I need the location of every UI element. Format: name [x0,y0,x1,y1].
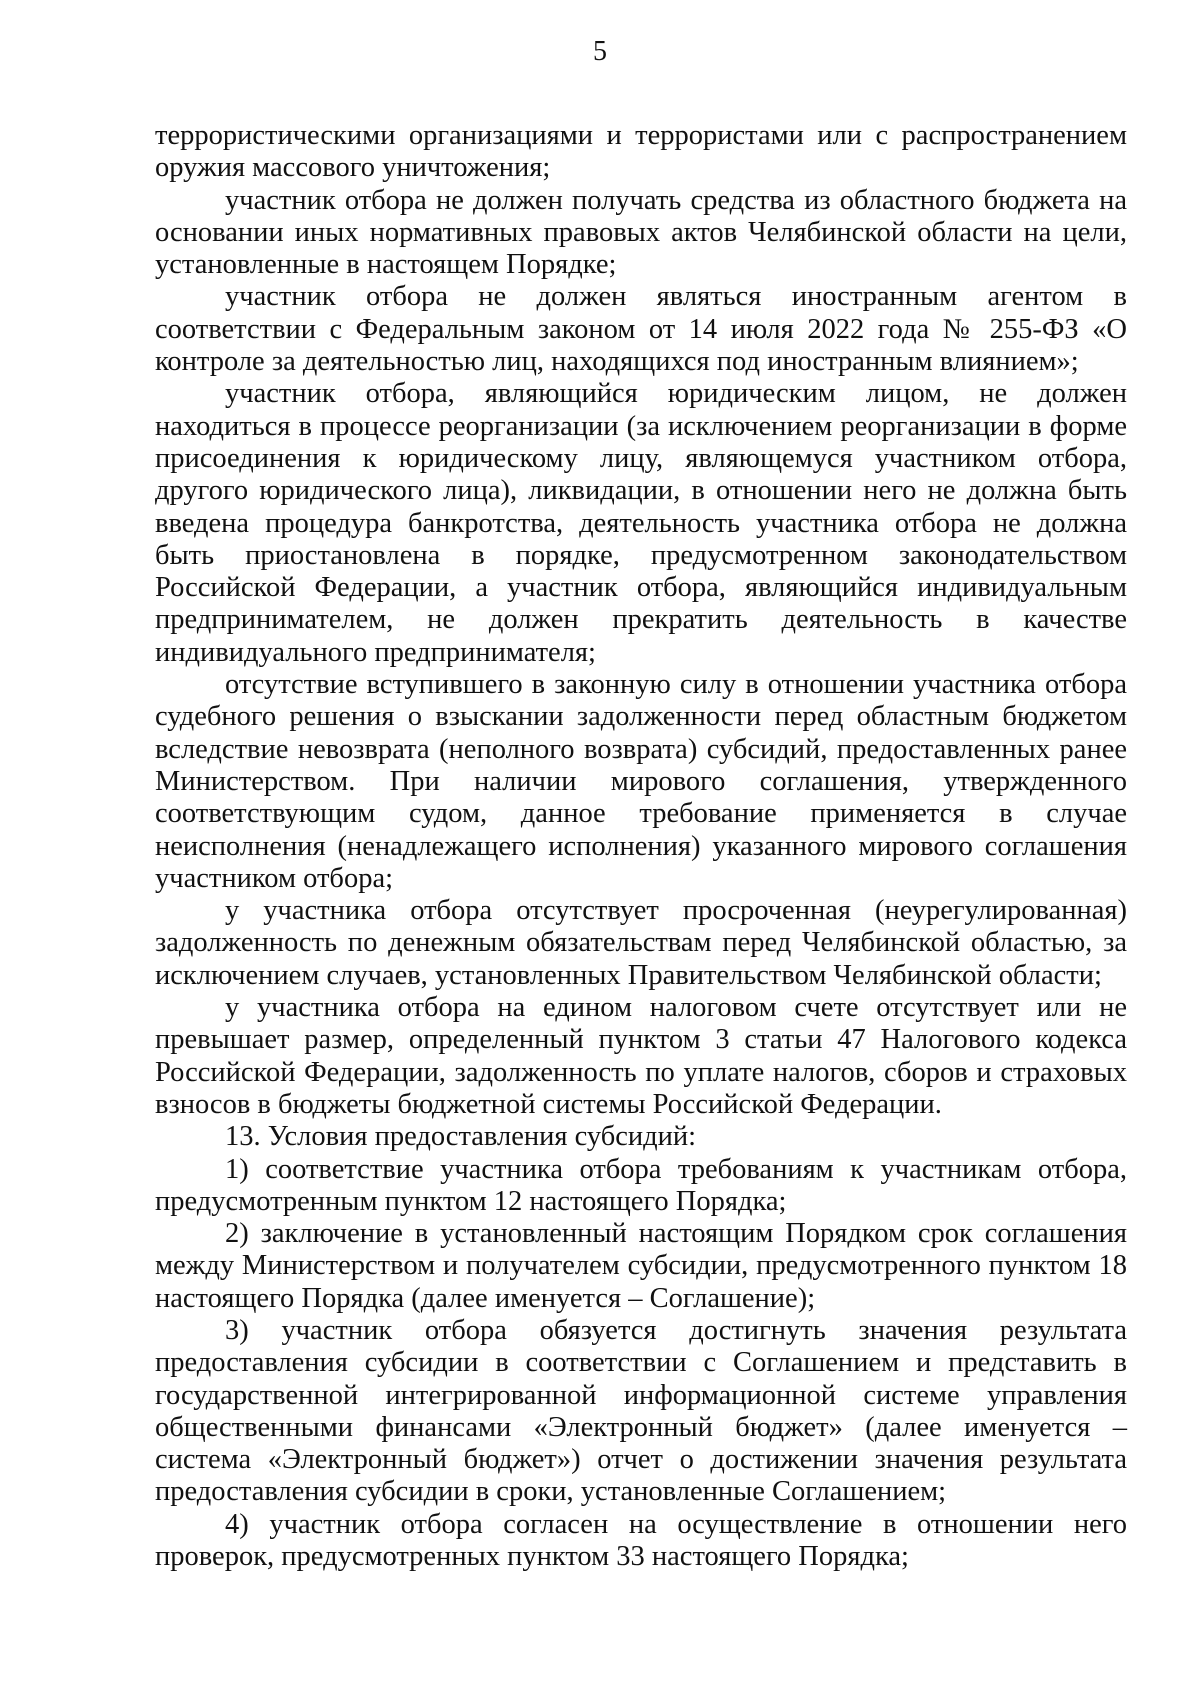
paragraph-condition-4: 4) участник отбора согласен на осуществление в отношении него проверок, предусмотренных пунктом 33 настоящего Порядка; [155,1508,1127,1573]
paragraph-overdue-debt: у участника отбора отсутствует просроченная (неурегулированная) задолженность по денежным обязательствам перед Челябинской областью, за исключением случаев, установленных Правительством Челябинской области; [155,895,1127,991]
paragraph-condition-3: 3) участник отбора обязуется достигнуть значения результата предоставления субсидии в соответствии с Соглашением и представить в государственной интегрированной информационной системе управления общественными финансами «Электронный бюджет» (далее именуется – система «Электронный бюджет») отчет о достижении значения результата предоставления субсидии в сроки, установленные Соглашением; [155,1314,1127,1508]
page-number: 5 [593,36,607,67]
paragraph-court-decision: отсутствие вступившего в законную силу в отношении участника отбора судебного решения о взыскании задолженности перед областным бюджетом вследствие невозврата (неполного возврата) субсидий, предоставленных ранее Министерством. При наличии мирового соглашения, утвержденного соответствующим судом, данное требование применяется в случае неисполнения (ненадлежащего исполнения) указанного мирового соглашения участником отбора; [155,669,1127,894]
paragraph-regional-budget-funds: участник отбора не должен получать средства из областного бюджета на основании иных нормативных правовых актов Челябинской области на цели, установленные в настоящем Порядке; [155,184,1127,281]
document-body [155,120,1127,1573]
paragraph-condition-1: 1) соответствие участника отбора требованиям к участникам отбора, предусмотренным пунктом 12 настоящего Порядка; [155,1153,1127,1217]
paragraph-tax-debt: у участника отбора на едином налоговом счете отсутствует или не превышает размер, определенный пунктом 3 статьи 47 Налогового кодекса Российской Федерации, задолженность по уплате налогов, сборов и страховых взносов в бюджеты бюджетной системы Российской Федерации. [155,992,1127,1120]
paragraph-section-13-heading: 13. Условия предоставления субсидий: [225,1121,697,1153]
paragraph-reorganization-liquidation: участник отбора, являющийся юридическим лицом, не должен находиться в процессе реорганизации (за исключением реорганизации в форме присоединения к юридическому лицу, являющемуся участником отбора, другого юридического лица), ликвидации, в отношении него не должна быть введена процедура банкротства, деятельность участника отбора не должна быть приостановлена в порядке, предусмотренном законодательством Российской Федерации, а участник отбора, являющийся индивидуальным предпринимателем, не должен прекратить деятельность в качестве индивидуального предпринимателя; [155,378,1127,668]
paragraph-condition-2: 2) заключение в установленный настоящим Порядком срок соглашения между Министерством и получателем субсидии, предусмотренного пунктом 18 настоящего Порядка (далее именуется – Соглашение); [155,1218,1127,1314]
paragraph-foreign-agent: участник отбора не должен являться иностранным агентом в соответствии с Федеральным законом от 14 июля 2022 года № 255-ФЗ «О контроле за деятельностью лиц, находящихся под иностранным влиянием»; [155,281,1127,378]
paragraph-continuation: террористическими организациями и террористами или с распространением оружия массового уничтожения; [155,120,1127,184]
